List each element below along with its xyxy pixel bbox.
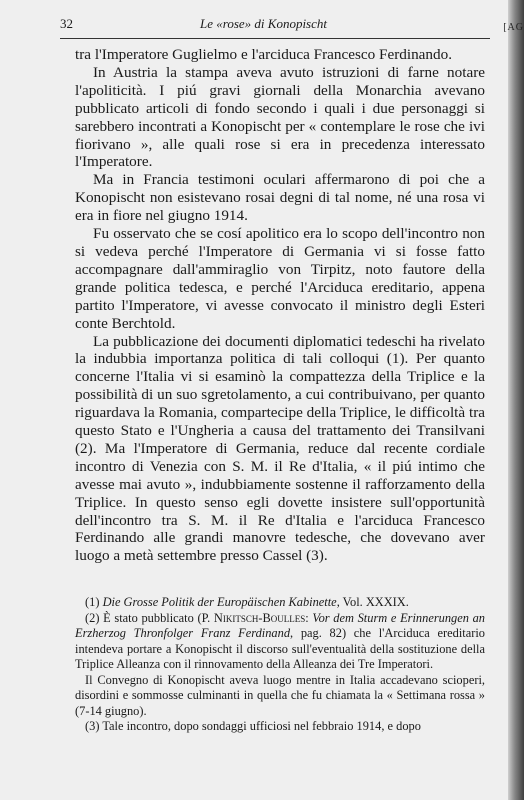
footnote-text: È stato pubblicato (P. (103, 610, 214, 625)
paragraph: La pubblicazione dei documenti diplomatici tedeschi ha rivelato la indubbia importanza politica di tali colloqui (1). Per quanto concerne l'Italia vi si esaminò la compattezza della Triplice e la possibilità di un suo sgretolamento, a cui contribuivano, per quanto riguardava la Romania, compartecipe della Triplice, le difficoltà tra questo Stato e l'Ungheria a causa del trattamento dei Transilvani (2). Ma l'Imperatore di Germania, reduce dal recente cordiale incontro di Venezia con S. M. il Re d'Italia, « il piú intimo che avesse mai avuto », indubbiamente sostenne il rafforzamento della Triplice. In questo senso egli dovette insistere sull'opportunità dell'incontro tra S. M. il Re d'Italia e l'arciduca Francesco Ferdinando alle grandi manovre tedesche, che dovevano aver luogo a metà settembre presso Cassel (3). (75, 332, 485, 565)
footnote-text: , pag. 82) che l'Arciduca ereditario intendeva portare a Konopischt il discorso sull'eventualità della sostituzione della Triplice Alleanza con il rinnovamento della Alleanza dei Tre Imperatori. (75, 626, 485, 671)
page-header (60, 12, 500, 34)
footnote-3: (3) Tale incontro, dopo sondaggi ufficiosi nel febbraio 1914, e dopo (85, 719, 421, 733)
paragraph: Fu osservato che se cosí apolitico era lo scopo dell'incontro non si vedeva perché l'Imperatore di Germania vi si fosse fatto accompagnare dall'ammiraglio von Tirpitz, noto fautore della grande politica tedesca, e perché l'Arciduca ereditario, appena partito l'Imperatore, vi avesse convocato il ministro degli Esteri conte Berchtold. (75, 225, 485, 332)
next-page-edge (503, 0, 524, 800)
paragraph: In Austria la stampa aveva avuto istruzioni di farne notare l'apoliticità. I piú gravi giornali della Monarchia avevano pubblicato articoli di fondo secondo i quali i due personaggi si sarebbero incontrati a Konopischt per « contemplare le rose che ivi fiorivano », alle quali rose si era in precedenza interessato l'Imperatore. (75, 63, 485, 171)
footnote-1 (75, 595, 485, 611)
footnote-work-title: Vor dem Sturm e Erinnerungen an Erzherzog Thronfolger Franz Ferdinand (75, 610, 485, 640)
footnote-2 (75, 611, 485, 673)
footnote-number: (1) (85, 595, 100, 609)
header-rule (60, 38, 490, 39)
footnotes (75, 595, 485, 735)
running-title: Le «rose» di Konopischt (200, 16, 327, 31)
body-text (75, 46, 485, 565)
footnote-author: Nikitsch-Boulles (213, 610, 306, 625)
paragraph: tra l'Imperatore Guglielmo e l'arciduca Francesco Ferdinando. (75, 46, 452, 63)
edge-label: [AG (503, 22, 524, 33)
page-number: 32 (60, 16, 73, 31)
footnote-2-continued: Il Convegno di Konopischt aveva luogo mentre in Italia accadevano scioperi, disordini e sommosse culminanti in quella che fu chiamata la « Settimana rossa » (7-14 giugno). (75, 672, 485, 718)
footnote-text: , Vol. XXXIX. (336, 595, 409, 609)
footnote-text: : (305, 610, 313, 625)
paragraph: Ma in Francia testimoni oculari affermarono di poi che a Konopischt non esistevano rosai degni di tal nome, né una rosa vi era in fiore nel giugno 1914. (75, 171, 485, 225)
footnote-work-title: Die Grosse Politik der Europäischen Kabinette (102, 595, 337, 609)
footnote-number: (2) (85, 610, 100, 625)
